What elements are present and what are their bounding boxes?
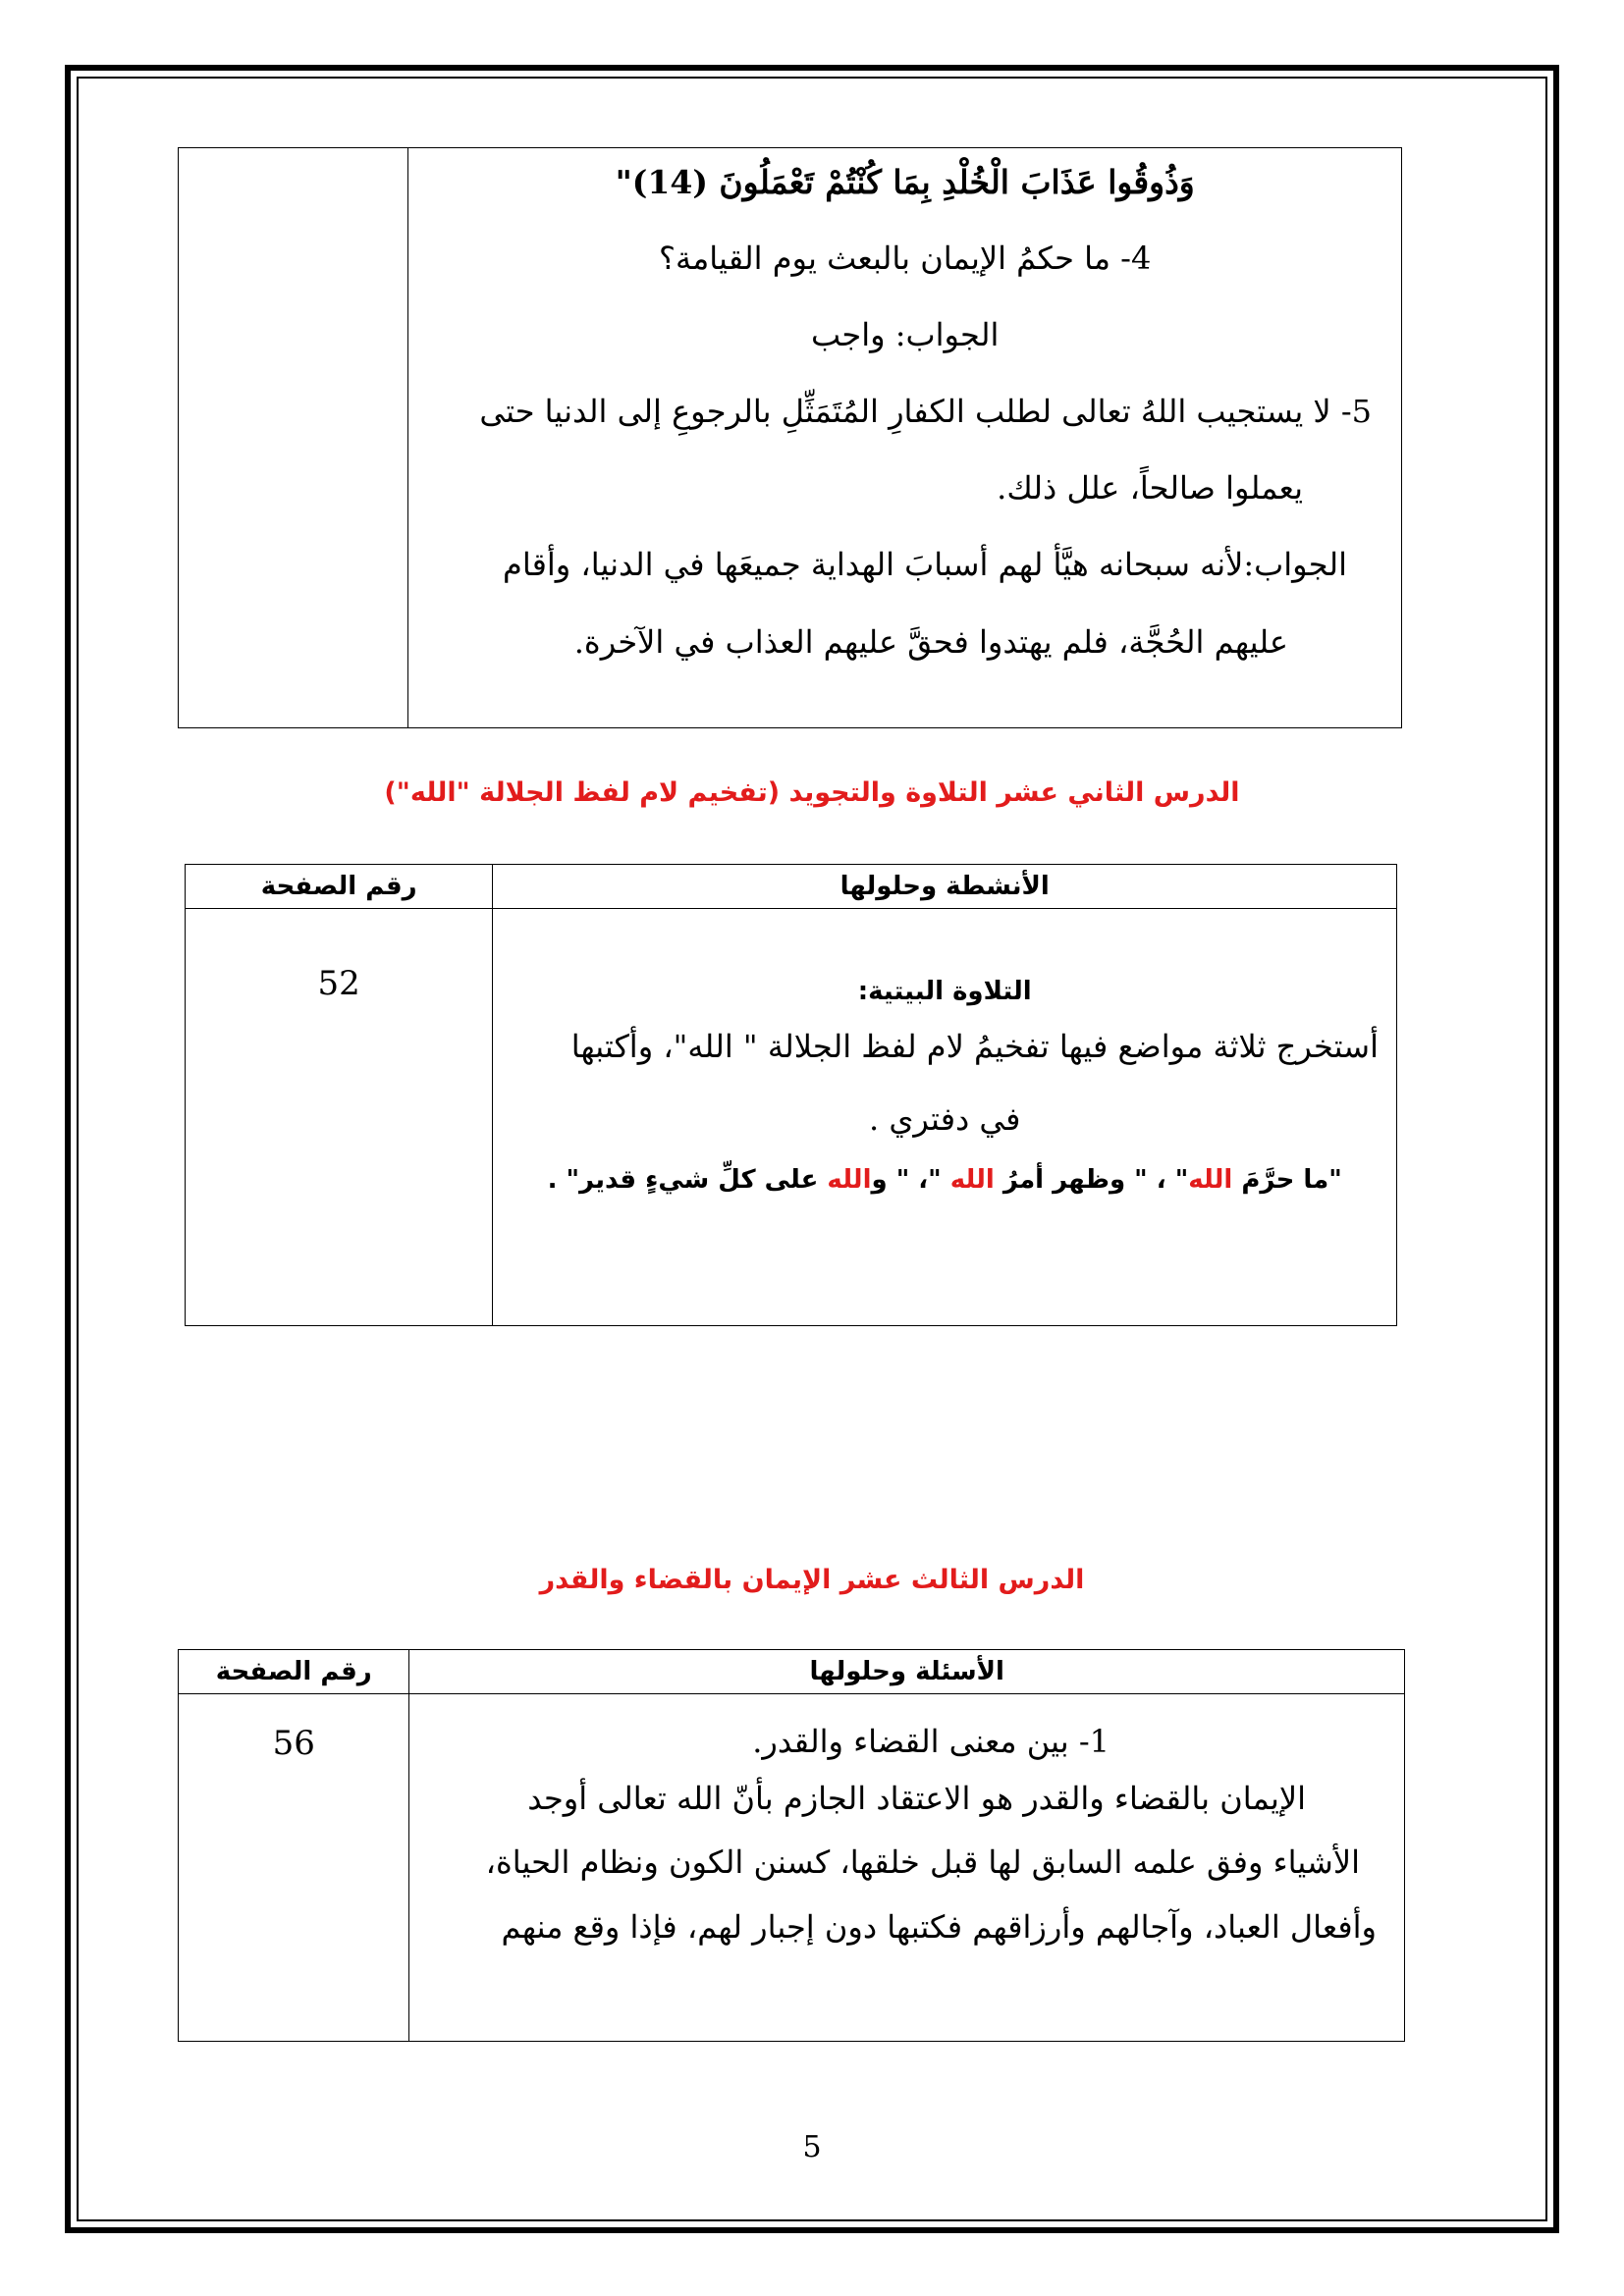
question-1: 1- بين معنى القضاء والقدر. xyxy=(752,1723,1110,1760)
allah-word-3: الله xyxy=(827,1165,872,1195)
answer-5-line2: عليهم الحُجَّة، فلم يهتدوا فحقَّ عليهم العذاب في الآخرة. xyxy=(573,623,1288,661)
lesson13-page-number: 56 xyxy=(179,1694,409,2042)
answer-5-line1: الجواب:لأنه سبحانه هيَّأ لهم أسبابَ الهداية جميعَها في الدنيا، وأقام xyxy=(503,546,1347,583)
lesson11-page-cell xyxy=(179,148,408,728)
answer-1-line2: الأشياء وفق علمه السابق لها قبل خلقها، كسنن الكون ونظام الحياة، xyxy=(485,1843,1360,1881)
answer-4: الجواب: واجب xyxy=(810,316,1000,353)
lesson11-answers-cell xyxy=(408,148,1402,728)
col-header-questions: الأسئلة وحلولها xyxy=(409,1650,1405,1694)
col-header-page-2: رقم الصفحة xyxy=(179,1650,409,1694)
lesson12-table xyxy=(185,864,1397,1326)
question-5-line1: 5- لا يستجيب اللهُ تعالى لطلب الكفارِ المُتَمَثِّلِ بالرجوعِ إلى الدنيا حتى xyxy=(479,393,1372,430)
page-number: 5 xyxy=(802,2130,822,2164)
lesson13-table xyxy=(178,1649,1405,2042)
example-text-2: " ، " وظهر أمرُ xyxy=(994,1165,1189,1195)
lesson13-heading: الدرس الثالث عشر الإيمان بالقضاء والقدر xyxy=(539,1565,1085,1595)
task-line1: أستخرج ثلاثة مواضع فيها تفخيمُ لام لفظ الجلالة " الله"، وأكتبها xyxy=(570,1028,1379,1065)
verse-line: وَذُوقُوا عَذَابَ الْخُلْدِ بِمَا كُنْتُمْ تَعْمَلُونَ (14)" xyxy=(615,163,1195,201)
col-header-page: رقم الصفحة xyxy=(186,865,493,909)
lesson13-questions-cell xyxy=(409,1694,1405,2042)
answer-1-line1: الإيمان بالقضاء والقدر هو الاعتقاد الجازم بأنّ الله تعالى أوجد xyxy=(527,1780,1306,1817)
example-text-3: "، " و xyxy=(871,1165,950,1195)
question-4: 4- ما حكمُ الإيمان بالبعث يوم القيامة؟ xyxy=(659,240,1152,277)
allah-word-2: الله xyxy=(949,1165,995,1195)
lesson12-page-number: 52 xyxy=(186,909,493,1326)
example-text-4: على كلِّ شيءٍ قدير" . xyxy=(547,1165,828,1195)
task-line2: في دفتري . xyxy=(868,1100,1021,1138)
col-header-activities: الأنشطة وحلولها xyxy=(493,865,1397,909)
question-5-line2: يعملوا صالحاً، علل ذلك. xyxy=(997,469,1303,507)
answer-1-line3: وأفعال العباد، وآجالهم وأرزاقهم فكتبها دون إجبار لهم، فإذا وقع منهم xyxy=(501,1908,1377,1946)
example-text-1: "ما حرَّمَ xyxy=(1232,1165,1342,1195)
home-recitation-title: التلاوة البيتية: xyxy=(857,977,1032,1006)
lesson12-activity-cell xyxy=(493,909,1397,1326)
examples-line xyxy=(493,1154,1396,1205)
allah-word-1: الله xyxy=(1188,1165,1233,1195)
lesson12-heading: الدرس الثاني عشر التلاوة والتجويد (تفخيم لام لفظ الجلالة "الله") xyxy=(384,777,1240,808)
lesson11-table xyxy=(178,147,1402,728)
